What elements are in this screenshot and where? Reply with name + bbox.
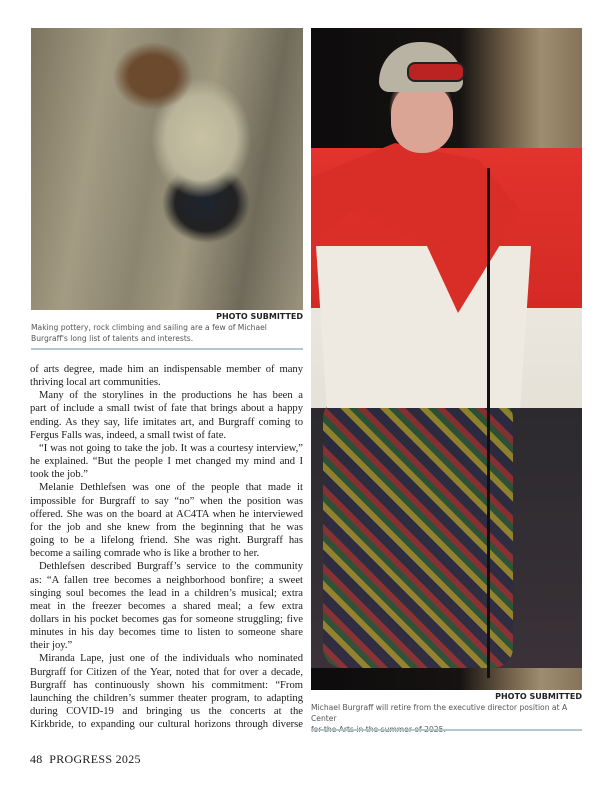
article-line: “I was not going to take the job. It was a courtesy interview,”: [39, 442, 303, 454]
article-line: Fergus Falls was, indeed, a small twist of fate.: [30, 429, 227, 441]
article-line: for the job and she knew from the beginning that he was: [30, 521, 303, 533]
article-paragraph: [30, 481, 303, 560]
left-photo-credit: PHOTO SUBMITTED: [216, 312, 303, 321]
article-paragraph: [30, 363, 303, 389]
caption-line: Michael Burgraff will retire from the executive director position at A Center: [311, 703, 568, 723]
publication-name: PROGRESS 2025: [49, 752, 141, 766]
photo-detail: [316, 228, 531, 408]
article-line: impossible for Burgraff to say “no” when the position was: [30, 495, 303, 507]
article-paragraph: [30, 652, 303, 731]
article-body: [30, 363, 303, 731]
photo-detail: [407, 62, 465, 82]
right-photo-credit: PHOTO SUBMITTED: [495, 692, 582, 701]
article-line: ending. As they say, life imitates art, and Burgraff coming to: [30, 416, 303, 428]
article-line: Miranda Lape, just one of the individuals who nominated: [39, 653, 303, 665]
article-paragraph: [30, 560, 303, 652]
article-line: Melanie Dethlefsen was one of the people that made it: [39, 482, 303, 494]
article-line: dollars in his pocket becomes gas for someone struggling; five: [30, 613, 303, 625]
article-line: of arts degree, made him an indispensable member of many: [30, 364, 303, 375]
article-line: singing soul becomes the lead in a children’s musical; extra: [30, 587, 303, 599]
article-line: Many of the storylines in the productions he has been a: [39, 390, 303, 402]
photo-detail: [323, 398, 513, 668]
article-paragraph: [30, 389, 303, 442]
article-line: Dethlefsen described Burgraff’s service to the community: [39, 561, 303, 573]
article-line: meat in the freezer becomes a shared meal; a few extra: [30, 600, 303, 612]
article-line: Burgraff for Citizen of the Year, noted that for over a decade,: [30, 666, 303, 678]
article-line: during COVID-19 and bringing us the concerts at the: [30, 706, 303, 718]
article-line: their joy.”: [30, 640, 73, 652]
article-line: launching the children’s summer theater program, to adapting: [30, 692, 303, 704]
caption-line: Making pottery, rock climbing and sailing are a few of Michael: [31, 323, 267, 332]
caption-divider: [311, 729, 582, 731]
page-footer: [30, 752, 141, 767]
article-paragraph: [30, 442, 303, 481]
article-line: as: “A fallen tree becomes a neighborhood bonfire; a sweet: [30, 574, 303, 586]
page-number: 48: [30, 752, 43, 766]
stage-performance-photo: [311, 28, 582, 690]
article-line: Kirkbride, to expanding our cultural horizons through diverse: [30, 719, 303, 731]
article-line: thriving local art communities.: [30, 377, 161, 389]
article-line: going to be a lifelong friend. She was right. Burgraff has: [30, 535, 303, 547]
article-line: he explained. “But the people I met changed my mind and I: [30, 456, 303, 468]
article-line: Burgraff has continuously shown his commitment: “From: [30, 679, 303, 691]
article-line: minutes in his day becomes time to listen to someone share: [30, 627, 303, 639]
photo-detail: [391, 83, 453, 153]
caption-divider: [31, 348, 303, 350]
article-line: part of include a small twist of fate that brings about a happy: [30, 403, 303, 415]
left-photo-caption: [31, 322, 303, 344]
article-line: offered. She was on the board at AC4TA when he interviewed: [30, 508, 303, 520]
photo-detail: [487, 168, 490, 678]
caption-line: Burgraff's long list of talents and interests.: [31, 334, 194, 343]
article-line: took the job.”: [30, 469, 88, 481]
article-line: become a sailing comrade who is like a brother to her.: [30, 548, 260, 560]
rock-climbing-photo: [31, 28, 303, 310]
